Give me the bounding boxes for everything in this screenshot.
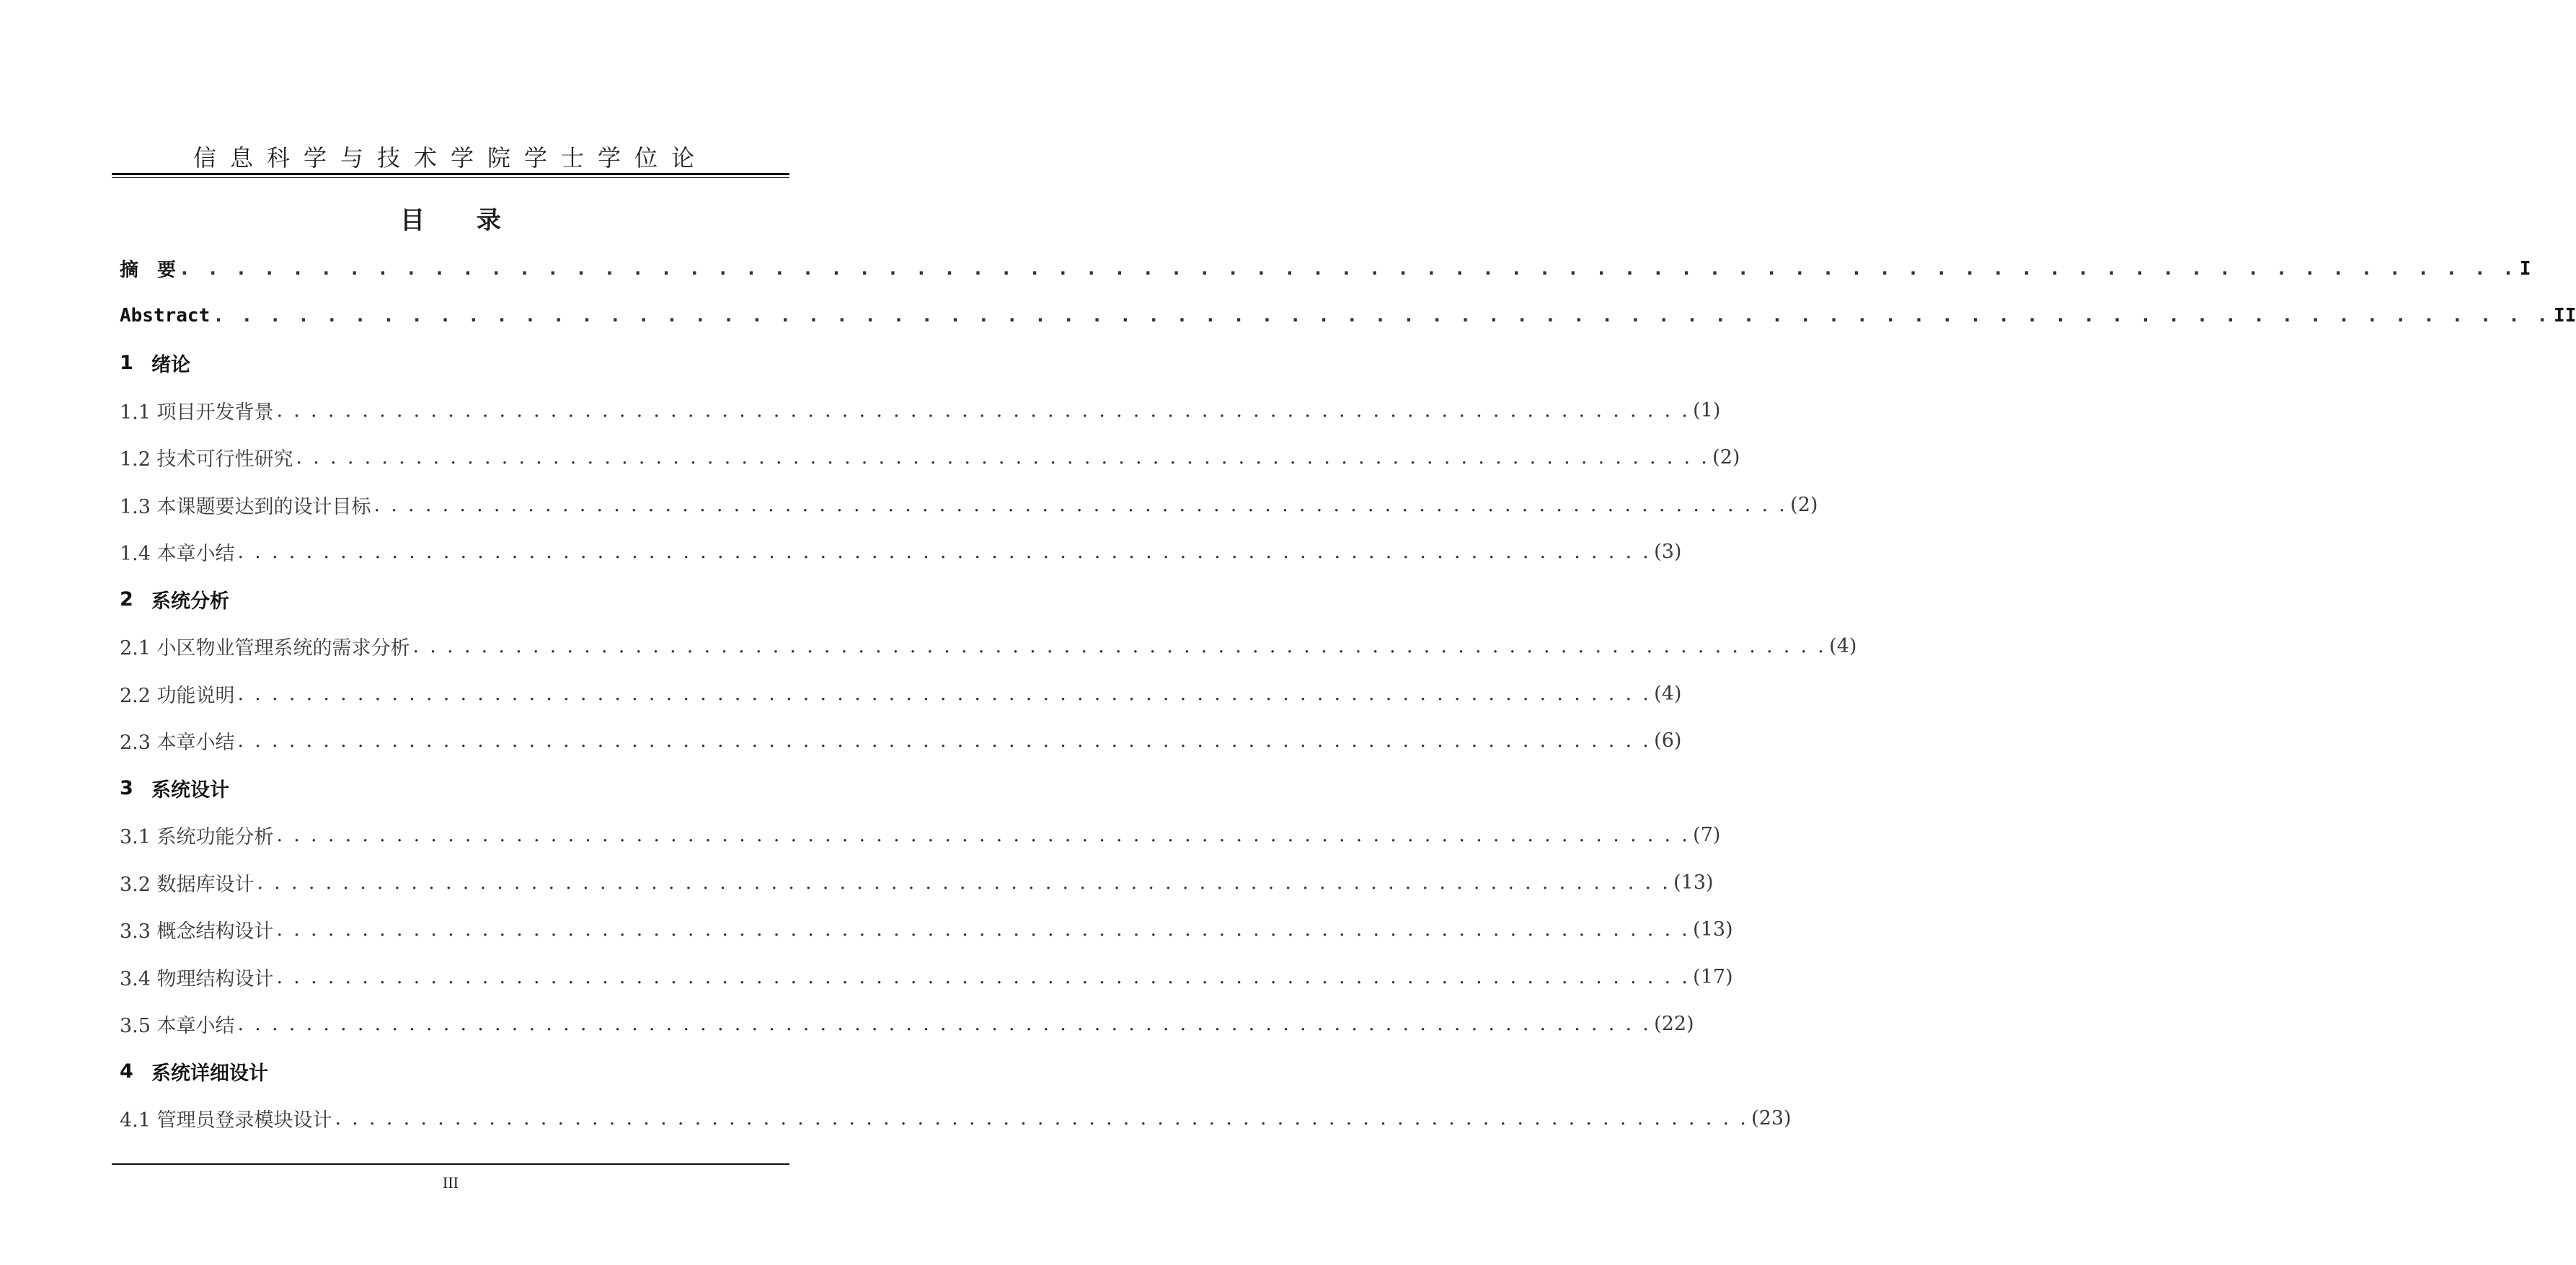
toc-chapter-heading[interactable] (120, 765, 787, 812)
toc-page-number: (2) (1712, 446, 1740, 469)
toc-page-number: (23) (1751, 1107, 1792, 1130)
toc-front-matter-entry[interactable] (120, 293, 2576, 340)
toc-dot-leader: . . . . . . . . . . . . . . . . . . . . . . . . . . . . . . . . . . . . . . . . . . . . . . . . . . . . . . . . . . . . . . . . . . . . . . . . . . . . . . . . . . . (257, 871, 1671, 894)
toc-dot-leader: . . . . . . . . . . . . . . . . . . . . . . . . . . . . . . . . . . . . . . . . . . . . . . . . . . . . . . . . . . . . . . . . . . . . . . . . . . . . . . . . . . . (237, 729, 1652, 753)
toc-section-entry[interactable] (120, 906, 1733, 954)
header-rule-thick (112, 173, 789, 175)
toc-section-entry[interactable] (120, 954, 1733, 1001)
toc-page-number: (13) (1693, 918, 1733, 941)
toc-dot-leader: . . . . . . . . . . . . . . . . . . . . . . . . . . . . . . . . . . . . . . . . . . . . . . . . . . . . . . . . . . . . . . . . . . . . . . . . . . . . . . . . . . . (179, 257, 2517, 280)
toc-dot-leader: . . . . . . . . . . . . . . . . . . . . . . . . . . . . . . . . . . . . . . . . . . . . . . . . . . . . . . . . . . . . . . . . . . . . . . . . . . . . . . . . . . . (335, 1107, 1749, 1130)
toc-dot-leader: . . . . . . . . . . . . . . . . . . . . . . . . . . . . . . . . . . . . . . . . . . . . . . . . . . . . . . . . . . . . . . . . . . . . . . . . . . . . . . . . . . . (276, 824, 1691, 847)
page-header-title: 信息科学与技术学院学士学位论 (192, 144, 708, 172)
toc-entry-label: 3.3 概念结构设计 (120, 920, 274, 944)
toc-chapter-heading[interactable] (120, 576, 787, 623)
toc-dot-leader: . . . . . . . . . . . . . . . . . . . . . . . . . . . . . . . . . . . . . . . . . . . . . . . . . . . . . . . . . . . . . . . . . . . . . . . . . . . . . . . . . . . (237, 682, 1652, 705)
toc-front-matter-entry[interactable] (120, 245, 2531, 293)
toc-section-entry[interactable] (120, 481, 1818, 529)
toc-page-number: (6) (1654, 729, 1682, 753)
toc-dot-leader: . . . . . . . . . . . . . . . . . . . . . . . . . . . . . . . . . . . . . . . . . . . . . . . . . . . . . . . . . . . . . . . . . . . . . . . . . . . . . . . . . . . (373, 493, 1788, 516)
toc-page-number: (7) (1693, 824, 1721, 847)
toc-entry-label: 摘 要 (120, 259, 177, 282)
toc-page-number: I (2519, 257, 2531, 280)
toc-section-entry[interactable] (120, 528, 1682, 576)
chapter-number: 3 (120, 776, 133, 799)
chapter-title: 绪论 (151, 354, 190, 377)
toc-section-entry[interactable] (120, 623, 1857, 670)
toc-page-number: (22) (1654, 1013, 1694, 1036)
toc-entry-label: 1.3 本课题要达到的设计目标 (120, 495, 371, 518)
toc-dot-leader: . . . . . . . . . . . . . . . . . . . . . . . . . . . . . . . . . . . . . . . . . . . . . . . . . . . . . . . . . . . . . . . . . . . . . . . . . . . . . . . . . . . (276, 965, 1691, 988)
toc-dot-leader: . . . . . . . . . . . . . . . . . . . . . . . . . . . . . . . . . . . . . . . . . . . . . . . . . . . . . . . . . . . . . . . . . . . . . . . . . . . . . . . . . . . (237, 541, 1652, 564)
chapter-number: 2 (120, 587, 133, 611)
chapter-number: 1 (120, 352, 133, 375)
toc-section-entry[interactable] (120, 812, 1721, 859)
toc-chapter-heading[interactable] (120, 1048, 787, 1096)
toc-entry-label: 1.1 项目开发背景 (120, 401, 274, 424)
toc-page-number: (4) (1829, 635, 1857, 658)
toc-entry-label: 3.1 系统功能分析 (120, 826, 274, 849)
toc-chapter-heading[interactable] (120, 339, 787, 387)
chapter-title: 系统分析 (151, 590, 229, 613)
toc-section-entry[interactable] (120, 717, 1682, 765)
toc-page-number: (17) (1693, 965, 1733, 988)
toc-entry-label: 1.4 本章小结 (120, 543, 235, 566)
toc-entry-label: 1.2 技术可行性研究 (120, 448, 293, 471)
toc-entry-label: 2.2 功能说明 (120, 684, 235, 707)
toc-section-entry[interactable] (120, 434, 1740, 481)
page-number: III (443, 1173, 459, 1191)
toc-entry-label: Abstract (120, 305, 211, 327)
toc-section-entry[interactable] (120, 387, 1721, 435)
toc-entry-label: 3.2 数据库设计 (120, 873, 254, 896)
toc-entry-label: 4.1 管理员登录模块设计 (120, 1109, 332, 1132)
toc-section-entry[interactable] (120, 859, 1714, 907)
toc-section-entry[interactable] (120, 1000, 1694, 1048)
chapter-title: 系统详细设计 (151, 1062, 268, 1085)
toc-page-number: (4) (1654, 682, 1682, 705)
toc-dot-leader: . . . . . . . . . . . . . . . . . . . . . . . . . . . . . . . . . . . . . . . . . . . . . . . . . . . . . . . . . . . . . . . . . . . . . . . . . . . . . . . . . . . (276, 918, 1691, 941)
table-of-contents (120, 245, 2576, 1142)
toc-dot-leader: . . . . . . . . . . . . . . . . . . . . . . . . . . . . . . . . . . . . . . . . . . . . . . . . . . . . . . . . . . . . . . . . . . . . . . . . . . . . . . . . . . . (237, 1013, 1652, 1036)
toc-section-entry[interactable] (120, 1095, 1792, 1142)
footer-rule (112, 1163, 789, 1165)
toc-dot-leader: . . . . . . . . . . . . . . . . . . . . . . . . . . . . . . . . . . . . . . . . . . . . . . . . . . . . . . . . . . . . . . . . . . . . . . . . . . . . . . . . . . . (412, 635, 1827, 658)
toc-page-number: (2) (1790, 493, 1818, 516)
toc-page-number: II (2554, 305, 2576, 327)
toc-dot-leader: . . . . . . . . . . . . . . . . . . . . . . . . . . . . . . . . . . . . . . . . . . . . . . . . . . . . . . . . . . . . . . . . . . . . . . . . . . . . . . . . . . . (296, 446, 1710, 469)
toc-entry-label: 3.4 物理结构设计 (120, 967, 274, 990)
toc-dot-leader: . . . . . . . . . . . . . . . . . . . . . . . . . . . . . . . . . . . . . . . . . . . . . . . . . . . . . . . . . . . . . . . . . . . . . . . . . . . . . . . . . . . (213, 305, 2551, 327)
toc-section-entry[interactable] (120, 670, 1682, 718)
toc-heading: 目 录 (400, 206, 523, 235)
header-rule-thin (112, 177, 789, 178)
toc-dot-leader: . . . . . . . . . . . . . . . . . . . . . . . . . . . . . . . . . . . . . . . . . . . . . . . . . . . . . . . . . . . . . . . . . . . . . . . . . . . . . . . . . . . (276, 399, 1691, 422)
toc-entry-label: 2.3 本章小结 (120, 732, 235, 755)
chapter-number: 4 (120, 1060, 133, 1083)
toc-page-number: (3) (1654, 541, 1682, 564)
toc-entry-label: 3.5 本章小结 (120, 1015, 235, 1038)
toc-page-number: (13) (1673, 871, 1714, 894)
toc-entry-label: 2.1 小区物业管理系统的需求分析 (120, 637, 410, 660)
toc-page-number: (1) (1693, 399, 1721, 422)
chapter-title: 系统设计 (151, 778, 229, 802)
